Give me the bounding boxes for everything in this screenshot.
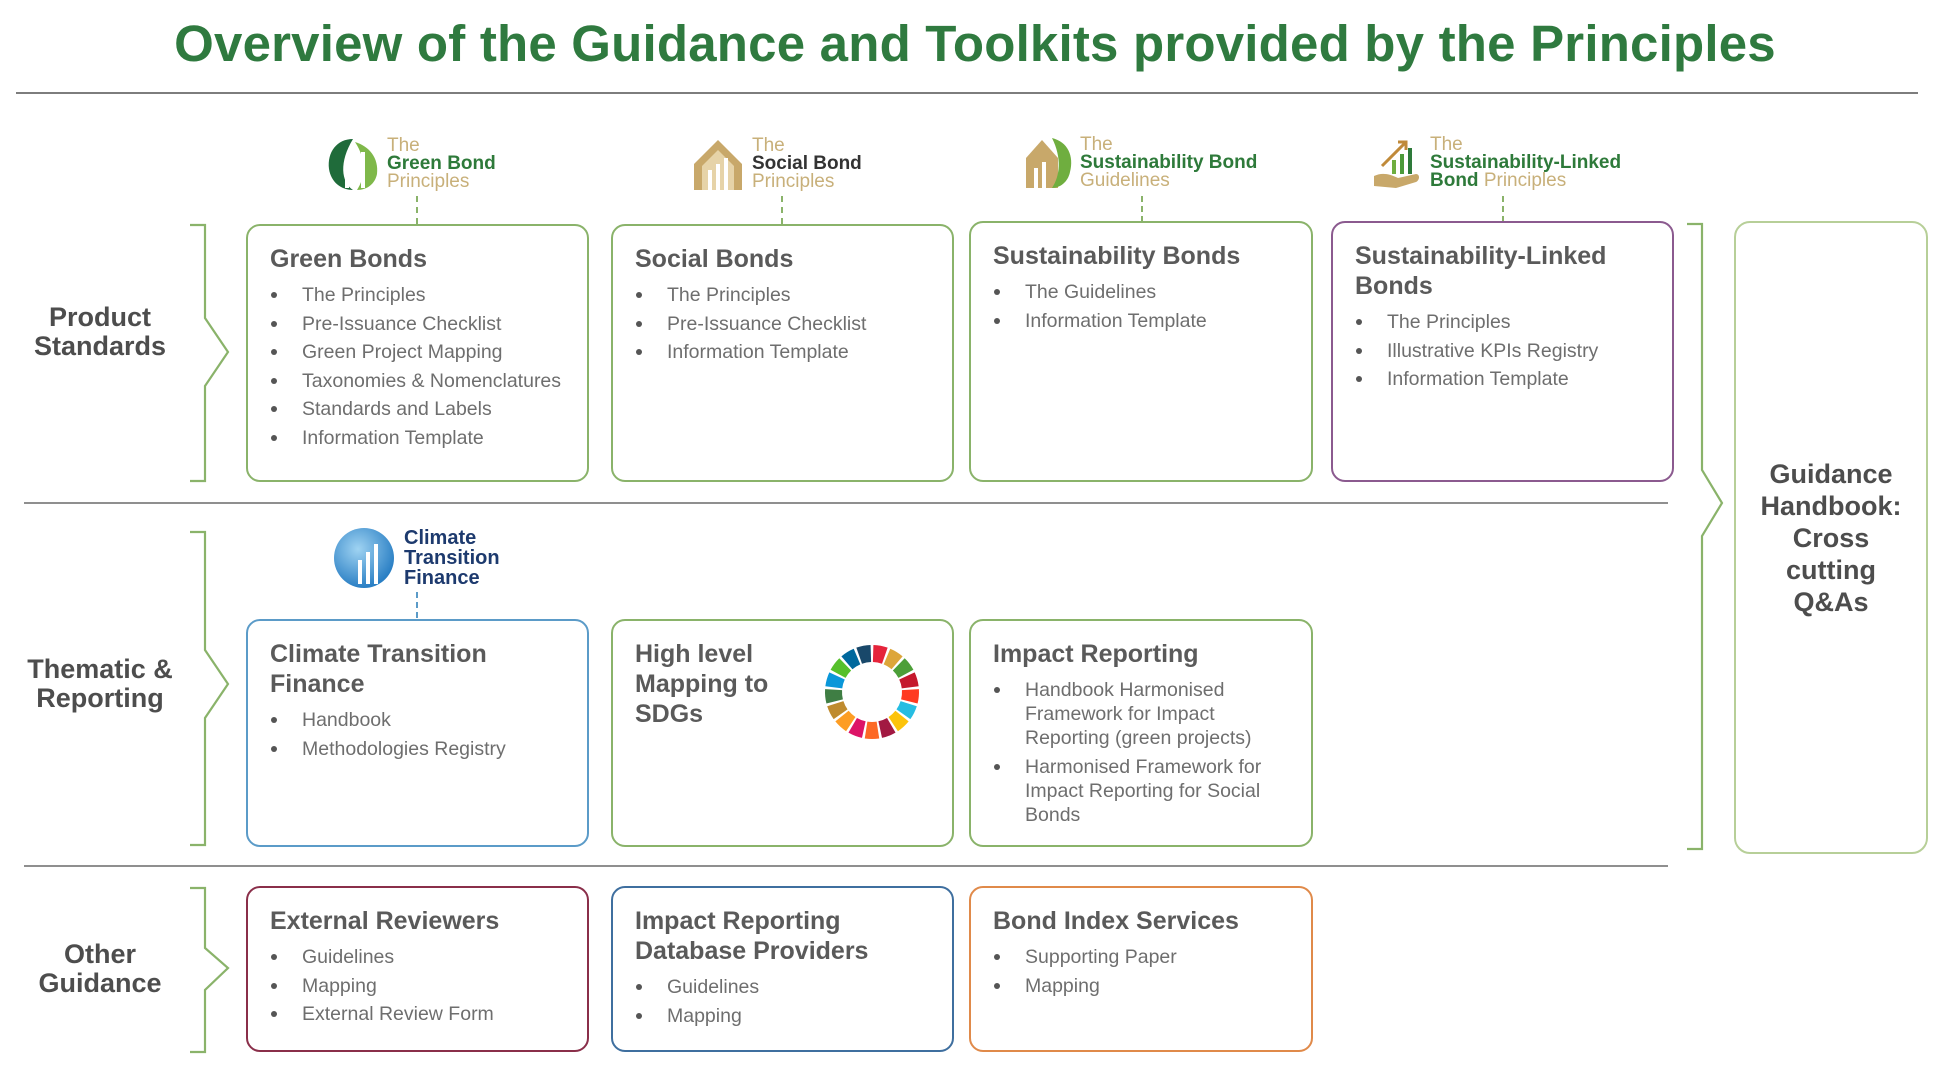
sdg-wheel-icon xyxy=(823,643,921,741)
list-item: Pre-Issuance Checklist xyxy=(667,312,930,336)
list-item: Pre-Issuance Checklist xyxy=(302,312,565,336)
sdg-wheel-segment xyxy=(865,722,879,739)
card-sdg-mapping xyxy=(611,619,954,847)
list-item: Information Template xyxy=(1387,367,1650,391)
slbp-logo-line3a: Bond xyxy=(1430,170,1479,191)
list-item: The Principles xyxy=(1387,310,1650,334)
logo-sustainability-bond-guidelines xyxy=(1022,136,1257,190)
sbp-logo-line3: Principles xyxy=(752,171,835,192)
list-item: Supporting Paper xyxy=(1025,945,1289,969)
card-impact-reporting xyxy=(969,619,1313,847)
list-item: Handbook xyxy=(302,708,565,732)
brace-handbook xyxy=(1687,224,1722,849)
sdg-wheel-segment xyxy=(901,689,919,703)
list-item: Illustrative KPIs Registry xyxy=(1387,339,1650,363)
card-title: Social Bonds xyxy=(635,245,794,273)
ctf-logo-line2: Transition xyxy=(404,547,500,569)
list-item: Standards and Labels xyxy=(302,397,565,421)
list-item: Guidelines xyxy=(667,975,930,999)
slbp-logo-line2: Sustainability-Linked xyxy=(1430,152,1622,173)
list-item: Taxonomies & Nomenclatures xyxy=(302,369,565,393)
row-label-product-standards: Product Standards xyxy=(33,302,167,361)
hand-bars-arrow-icon xyxy=(1372,136,1424,190)
list-item: The Principles xyxy=(667,283,930,307)
card-title: Sustainability-Linked Bonds xyxy=(1355,242,1607,300)
sbg-logo-line3: Guidelines xyxy=(1080,170,1170,191)
sbg-logo-line1: The xyxy=(1080,134,1113,155)
sdg-wheel-segment xyxy=(825,689,843,703)
row-label-thematic-reporting: Thematic & Reporting xyxy=(27,654,173,713)
ctf-connector xyxy=(416,592,418,618)
gbp-logo-line1: The xyxy=(387,135,420,156)
card-title: External Reviewers xyxy=(270,907,500,935)
card-green-bonds xyxy=(246,224,589,482)
sdg-wheel xyxy=(825,645,919,739)
card-bond-index-services xyxy=(969,886,1313,1052)
logo-climate-transition-finance xyxy=(332,526,500,590)
sbp-logo-line2: Social Bond xyxy=(752,153,862,174)
house-bars-icon xyxy=(690,136,746,192)
card-sustainability-bonds xyxy=(969,221,1313,482)
slbp-connector xyxy=(1502,196,1504,222)
logo-social-bond-principles xyxy=(690,136,862,192)
list-item: Mapping xyxy=(667,1004,930,1028)
list-item: Harmonised Framework for Impact Reporting for Social Bonds xyxy=(1025,755,1280,827)
globe-bars-icon xyxy=(332,526,396,590)
card-external-reviewers xyxy=(246,886,589,1052)
card-title: Climate Transition Finance xyxy=(270,640,487,698)
gbp-logo-line3: Principles xyxy=(387,171,470,192)
left-braces xyxy=(190,225,228,1052)
card-title: Bond Index Services xyxy=(993,907,1239,935)
list-item: Mapping xyxy=(1025,974,1289,998)
card-title: Impact Reporting Database Providers xyxy=(635,907,869,965)
list-item: Handbook Harmonised Framework for Impact Reporting (green projects) xyxy=(1025,678,1280,750)
card-climate-transition-finance xyxy=(246,619,589,847)
ctf-logo-line1: Climate xyxy=(404,527,477,549)
list-item: Information Template xyxy=(1025,309,1289,333)
sbp-logo-line1: The xyxy=(752,135,785,156)
card-title: Sustainability Bonds xyxy=(993,242,1241,270)
card-title: High level Mapping to SDGs xyxy=(635,640,769,728)
list-item: Information Template xyxy=(667,340,930,364)
slbp-logo-line3b: Principles xyxy=(1483,170,1567,191)
handbook-label: Guidance Handbook: Cross cutting Q&As xyxy=(1760,458,1902,617)
sbg-connector xyxy=(1141,196,1143,222)
gbp-logo-line2: Green Bond xyxy=(387,153,496,174)
list-item: Mapping xyxy=(302,974,565,998)
list-item: Guidelines xyxy=(302,945,565,969)
brace-other-guidance xyxy=(190,888,228,1052)
brace-product-standards xyxy=(190,225,228,481)
card-sustainability-linked-bonds xyxy=(1331,221,1674,482)
leaf-house-icon xyxy=(1022,136,1074,190)
gbp-connector xyxy=(416,196,418,224)
card-title: Impact Reporting xyxy=(993,640,1199,668)
list-item: The Guidelines xyxy=(1025,280,1289,304)
page-title: Overview of the Guidance and Toolkits provided by the Principles xyxy=(174,15,1776,72)
green-leaf-bars-icon xyxy=(325,136,381,192)
list-item: Information Template xyxy=(302,426,565,450)
card-title: Green Bonds xyxy=(270,245,427,273)
sbg-logo-line2: Sustainability Bond xyxy=(1080,152,1258,173)
brace-thematic-reporting xyxy=(190,532,228,845)
list-item: The Principles xyxy=(302,283,565,307)
list-item: External Review Form xyxy=(302,1002,565,1026)
card-social-bonds xyxy=(611,224,954,482)
slbp-logo-line1: The xyxy=(1430,134,1463,155)
row-label-other-guidance: Other Guidance xyxy=(38,939,162,998)
ctf-logo-line3: Finance xyxy=(404,567,480,589)
card-impact-reporting-database-providers xyxy=(611,886,954,1052)
list-item: Methodologies Registry xyxy=(302,737,565,761)
logo-sustainability-linked-bond-principles xyxy=(1372,136,1621,190)
card-guidance-handbook xyxy=(1734,221,1928,854)
sbp-connector xyxy=(781,196,783,224)
list-item: Green Project Mapping xyxy=(302,340,565,364)
logo-green-bond-principles xyxy=(325,136,496,192)
